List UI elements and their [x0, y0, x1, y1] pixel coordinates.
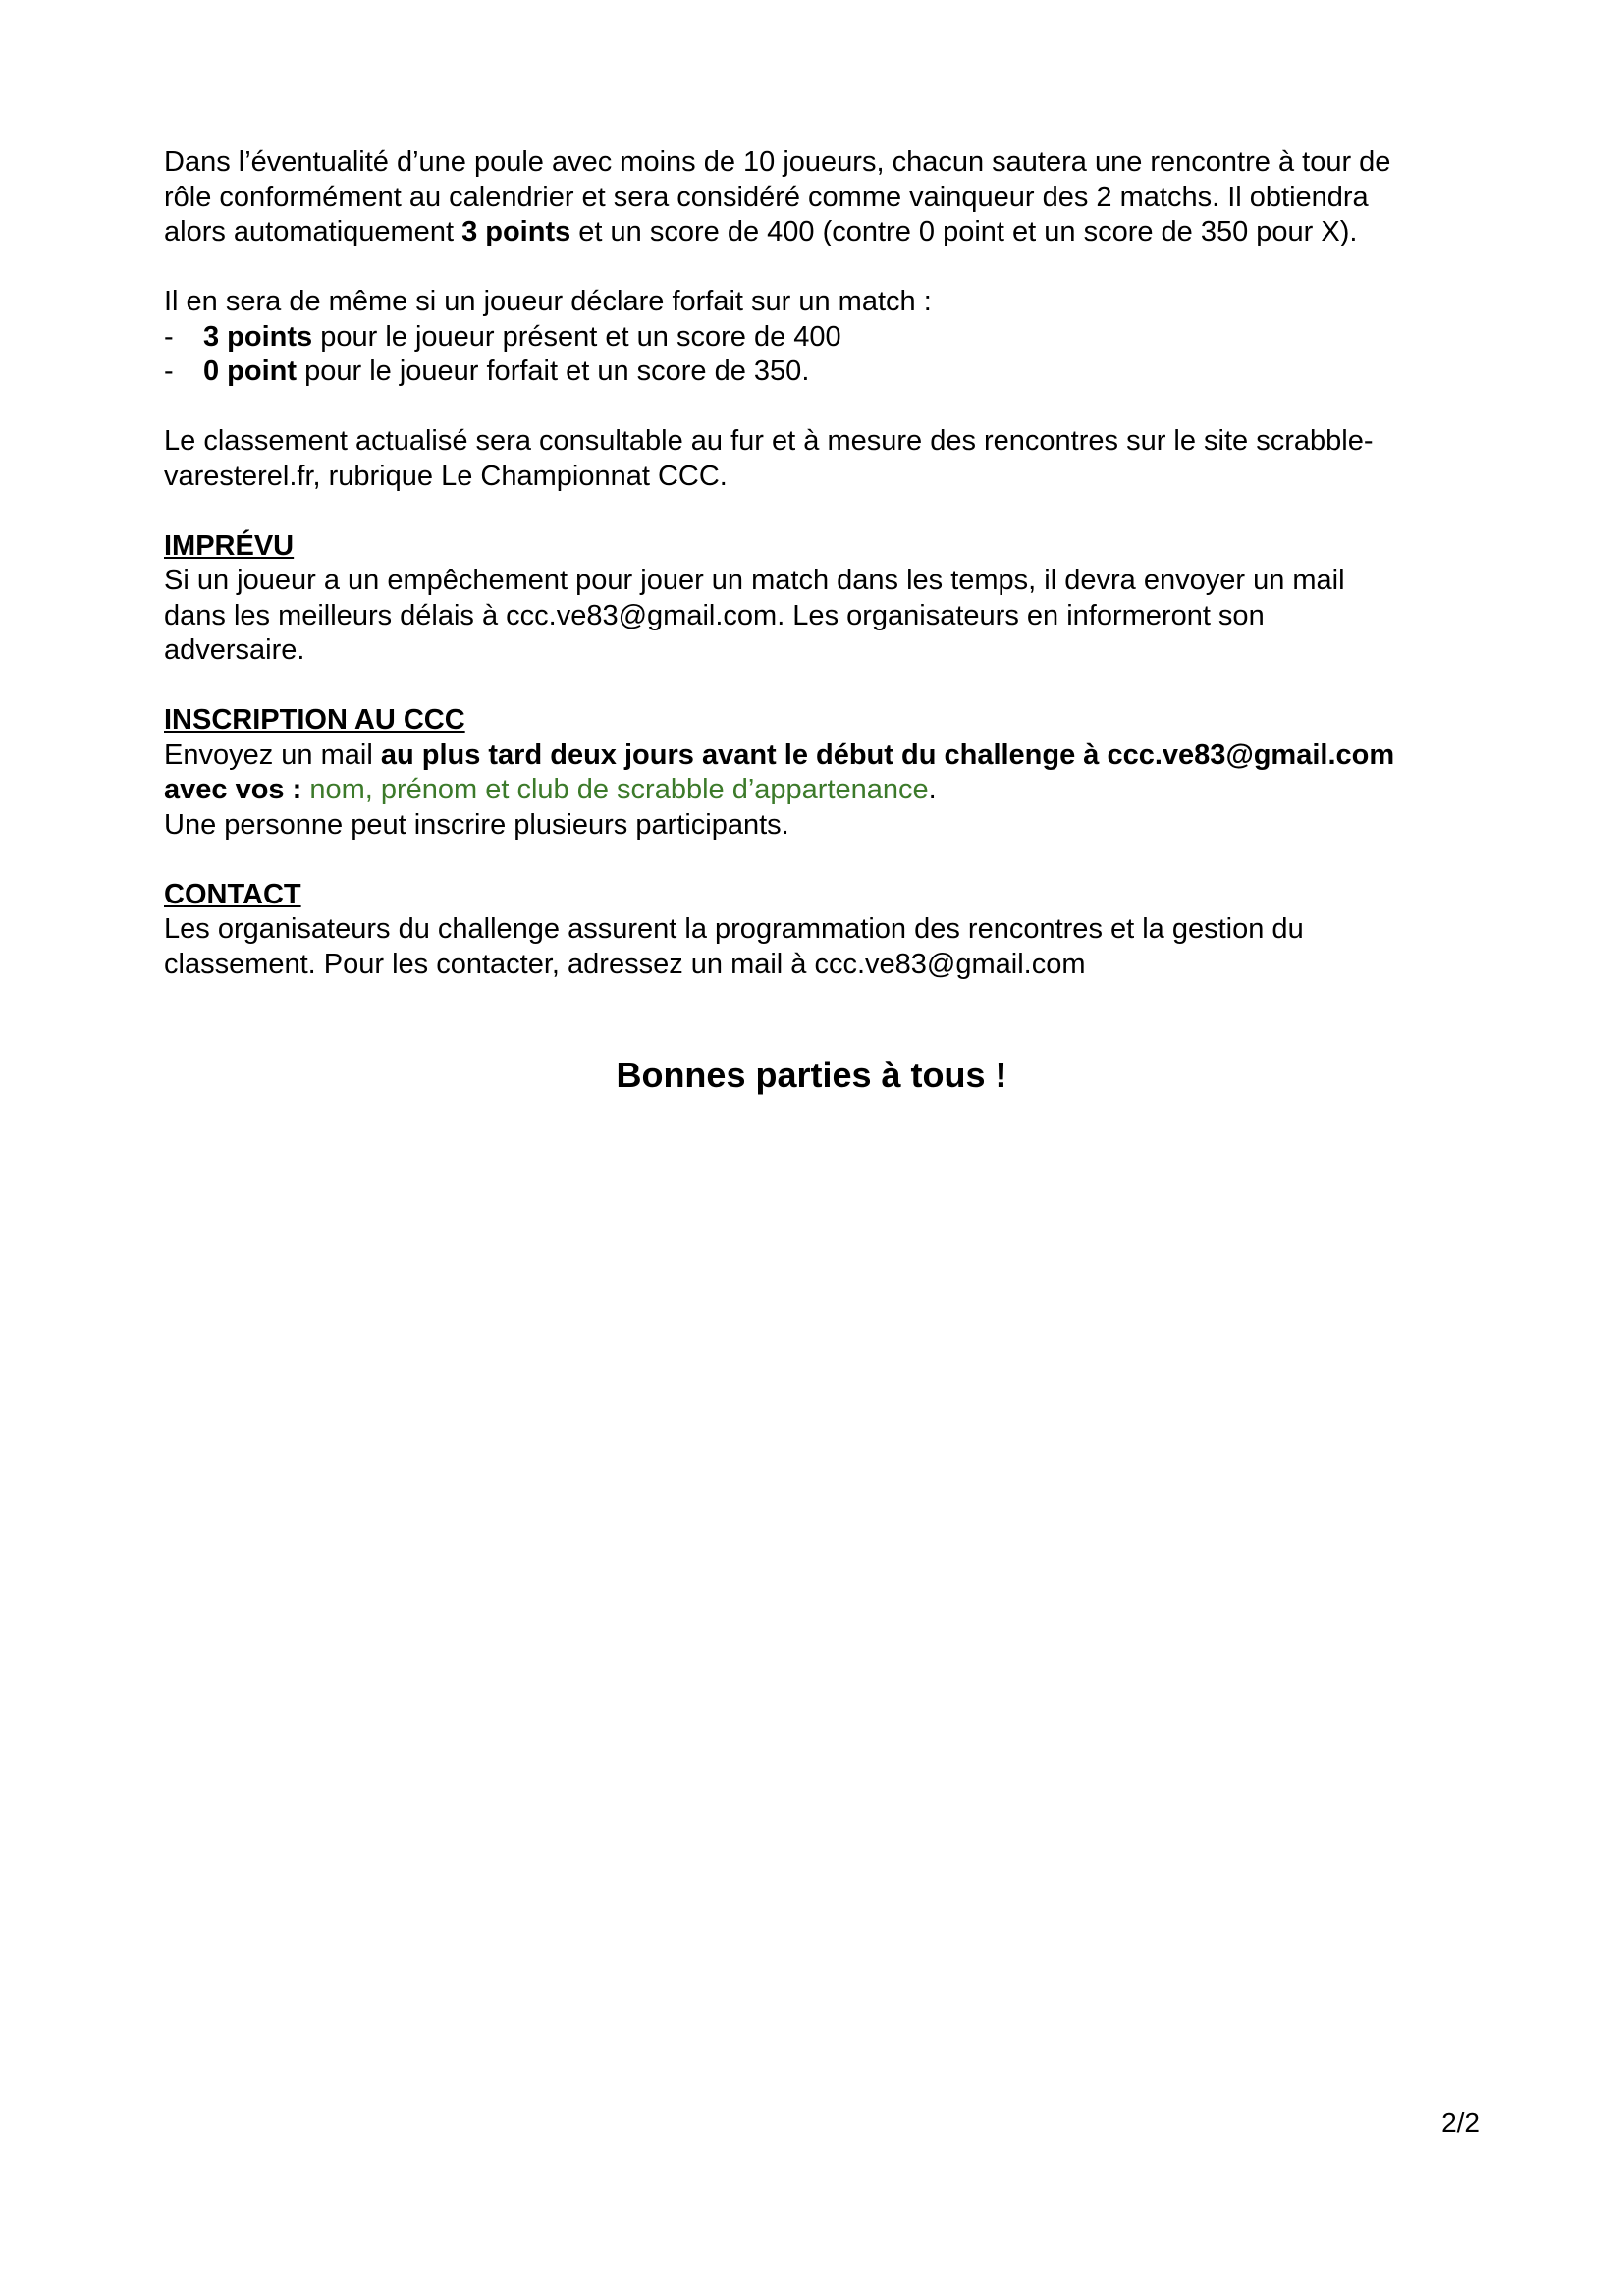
- section-imprevu: [164, 529, 1480, 669]
- text-line: varesterel.fr, rubrique Le Championnat CCC.: [164, 460, 728, 492]
- section-heading: CONTACT: [164, 878, 301, 910]
- bullet-item: [164, 355, 1480, 390]
- bold-points: 0 point: [203, 355, 298, 387]
- text-line: Les organisateurs du challenge assurent la programmation des rencontres et la gestion du: [164, 913, 1304, 945]
- section-heading: IMPRÉVU: [164, 529, 295, 562]
- page-number: 2/2: [1441, 2107, 1480, 2138]
- section-contact: [164, 878, 1480, 983]
- document-body: [164, 145, 1480, 982]
- text-run: pour le joueur présent et un score de 400: [312, 320, 841, 353]
- paragraph-forfait: [164, 285, 1480, 390]
- text-line: Dans l’éventualité d’une poule avec moins de 10 joueurs, chacun sautera une rencontre à tour de: [164, 146, 1391, 178]
- green-required-info: nom, prénom et club de scrabble d’appartenance: [309, 774, 929, 805]
- text-line: adversaire.: [164, 634, 305, 666]
- forfait-intro: Il en sera de même si un joueur déclare forfait sur un match :: [164, 286, 932, 317]
- paragraph-poule: [164, 145, 1480, 250]
- bold-points: 3 points: [203, 320, 313, 353]
- text-line: rôle conformément au calendrier et sera considéré comme vainqueur des 2 matchs. Il obtiendra: [164, 181, 1369, 213]
- bullet-item: [164, 320, 1480, 355]
- section-heading: INSCRIPTION AU CCC: [164, 704, 465, 736]
- text-line: Si un joueur a un empêchement pour jouer un match dans les temps, il devra envoyer un mail: [164, 565, 1345, 596]
- dash-marker: -: [164, 355, 174, 387]
- paragraph-classement: [164, 424, 1480, 494]
- text-run: pour le joueur forfait et un score de 350.: [297, 355, 810, 387]
- dash-marker: -: [164, 320, 174, 353]
- text-line: [164, 738, 1480, 774]
- text-line: [164, 215, 1480, 250]
- text-line: classement. Pour les contacter, adressez un mail à ccc.ve83@gmail.com: [164, 948, 1086, 980]
- text-line: [164, 773, 1480, 808]
- text-run: .: [928, 774, 937, 805]
- text-run: et un score de 400 (contre 0 point et un score de 350 pour X).: [570, 216, 1358, 247]
- text-line: Le classement actualisé sera consultable au fur et à mesure des rencontres sur le site scrabble-: [164, 425, 1374, 457]
- text-run: Envoyez un mail: [164, 738, 381, 771]
- bold-points: 3 points: [461, 216, 571, 247]
- text-run: alors automatiquement: [164, 216, 462, 247]
- section-inscription: [164, 703, 1480, 843]
- text-line: dans les meilleurs délais à ccc.ve83@gmail.com. Les organisateurs en informeront son: [164, 599, 1265, 631]
- closing-message: Bonnes parties à tous !: [616, 1055, 1007, 1095]
- text-line: Une personne peut inscrire plusieurs participants.: [164, 808, 789, 841]
- bold-deadline: au plus tard deux jours avant le début du challenge à ccc.ve83@gmail.com: [380, 738, 1395, 771]
- bold-avec-vos: avec vos :: [164, 774, 310, 805]
